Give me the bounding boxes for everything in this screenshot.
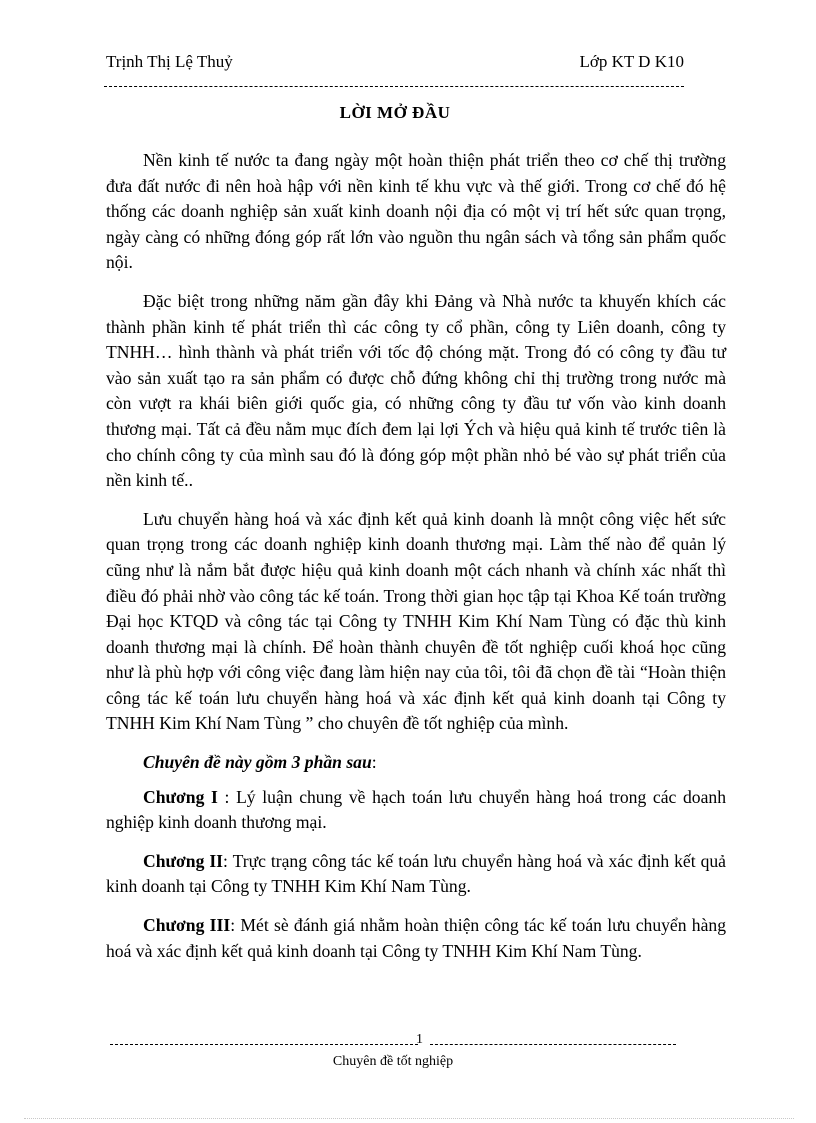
page-bottom-border [24, 1118, 794, 1119]
chapter-1 [106, 785, 726, 836]
chapter-3-text: Mét sè đánh giá nhằm hoàn thiện công tác kế toán lưu chuyển hàng hoá và xác định kết quả kinh doanh tại Công ty TNHH Kim Khí Nam Tùng. [106, 915, 726, 961]
outline-heading-text: Chuyên đề này gồm 3 phần sau [143, 752, 372, 773]
chapter-3-separator: : [230, 915, 241, 936]
chapter-2-text: Trực trạng công tác kế toán lưu chuyển hàng hoá và xác định kết quả kinh doanh tại Công ty TNHH Kim Khí Nam Tùng. [106, 850, 726, 897]
chapter-1-text: Lý luận chung về hạch toán lưu chuyển hàng hoá trong các doanh nghiệp kinh doanh thương mại. [106, 786, 726, 833]
footer-divider-right [430, 1044, 676, 1045]
chapter-2-label: Chương II [143, 850, 224, 871]
outline-heading [106, 750, 726, 776]
chapter-2-separator: : [223, 850, 233, 871]
chapter-3 [106, 913, 726, 964]
body-content [106, 148, 726, 977]
chapter-2 [106, 849, 726, 900]
outline-heading-colon: : [371, 752, 377, 773]
chapter-1-separator: : [217, 786, 237, 807]
paragraph-2: Đặc biệt trong những năm gần đây khi Đảng và Nhà nước ta khuyến khích các thành phần kinh tế phát triển thì các công ty cổ phần, công ty Liên doanh, công ty TNHH… hình thành và phát triển với tốc độ chóng mặt. Trong đó có công ty đầu tư vào sản xuất tạo ra sản phẩm có được chỗ đứng không chỉ thị trường trong nước mà còn vượt ra khái biên giới quốc gia, có những công ty đầu tư vốn vào kinh doanh thương mại. Tất cả đều nằm mục đích đem lại lợi Ých và hiệu quả kinh tế trước tiên là cho chính công ty của mình sau đó là đóng góp một phần nhỏ bé vào sự phát triển của nền kinh tế.. [106, 290, 726, 491]
chapter-3-label: Chương III [143, 915, 231, 936]
footer-caption: Chuyên đề tốt nghiệp [332, 1054, 454, 1069]
author-name: Trịnh Thị Lệ Thuỷ [106, 52, 233, 71]
page-header [106, 52, 684, 76]
page-title: LỜI MỞ ĐẦU [339, 103, 451, 122]
page-number: 1 [416, 1032, 423, 1047]
footer-divider-left [110, 1044, 418, 1045]
header-divider [104, 86, 684, 87]
chapter-1-label: Chương I [143, 786, 218, 807]
paragraph-1: Nền kinh tế nước ta đang ngày một hoàn thiện phát triển theo cơ chế thị trường đưa đất nước đi nên hoà hập với nền kinh tế khu vực và thế giới. Trong cơ chế đó hệ thống các doanh nghiệp sản xuất kinh doanh nội địa có một vị trí hết sức quan trọng, ngày càng có những đóng góp rất lớn vào nguồn thu ngân sách và tổng sản phẩm quốc nội. [106, 150, 726, 273]
paragraph-3: Lưu chuyển hàng hoá và xác định kết quả kinh doanh là mnột công việc hết sức quan trọng trong các doanh nghiệp kinh doanh thương mại. Làm thế nào để quản lý cũng như là nắm bắt được hiệu quả kinh doanh một cách nhanh và chính xác nhất thì điều đó phải nhờ vào công tác kế toán. Trong thời gian học tập tại Khoa Kế toán trường Đại học KTQD và công tác tại Công ty TNHH Kim Khí Nam Tùng có đặc thù kinh doanh thương mại là chính. Để hoàn thành chuyên đề tốt nghiệp cuối khoá học cũng như là phù hợp với công việc đang làm hiện nay của tôi, tôi đã chọn đề tài “Hoàn thiện công tác kế toán lưu chuyển hàng hoá và xác định kết quả kinh doanh tại Công ty TNHH Kim Khí Nam Tùng ” cho chuyên đề tốt nghiệp của mình. [106, 508, 726, 734]
class-label: Lớp KT D K10 [579, 52, 684, 71]
